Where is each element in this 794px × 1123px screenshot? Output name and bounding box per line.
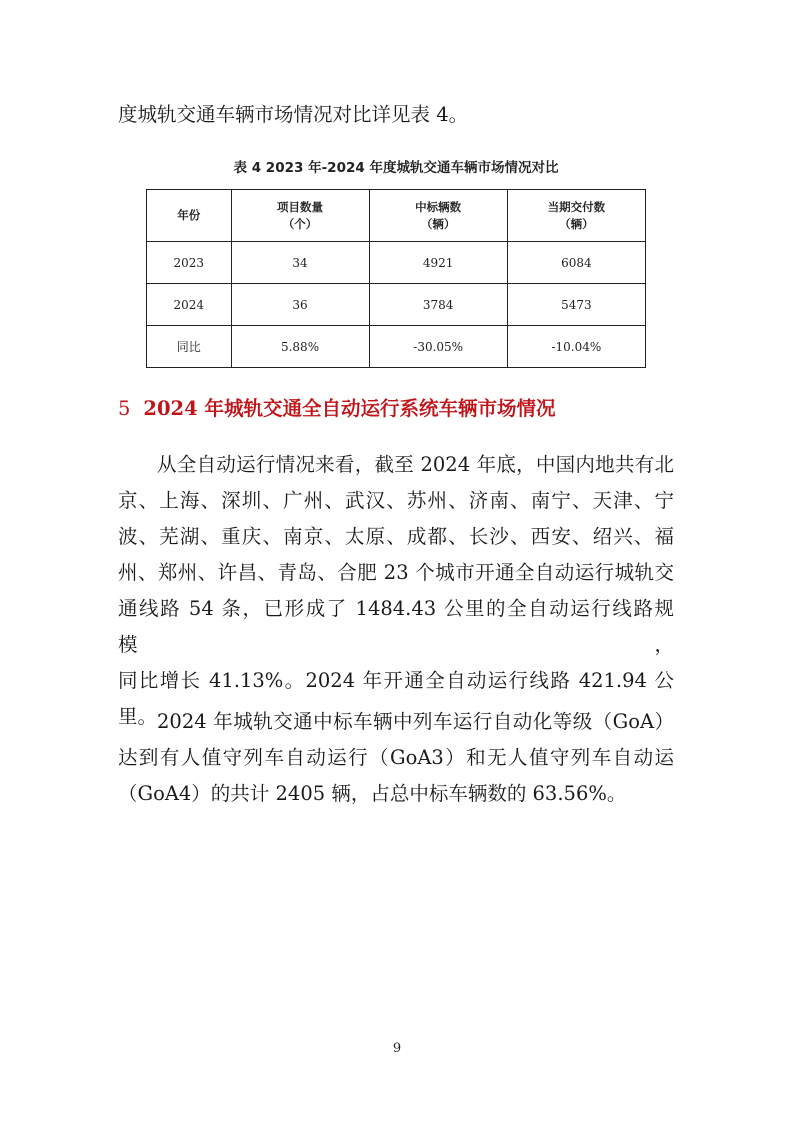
header-year: 年份 <box>147 190 232 242</box>
header-delivered-vehicles: 当期交付数 （辆） <box>507 190 645 242</box>
paragraph-goa-levels <box>118 704 674 812</box>
table-cell: 2023 <box>147 242 232 284</box>
paragraph-line: 京、上海、深圳、广州、武汉、苏州、济南、南宁、天津、宁 <box>118 489 674 512</box>
paragraph-automation-overview <box>118 447 674 735</box>
paragraph-line: 达到有人值守列车自动运行（GoA3）和无人值守列车自动运 <box>118 746 674 769</box>
table-cell: 4921 <box>369 242 507 284</box>
paragraph-line: 同比增长 41.13%。2024 年开通全自动运行线路 421.94 公里。 <box>118 669 674 728</box>
section-number: 5 <box>118 397 131 420</box>
paragraph-line: （GoA4）的共计 2405 辆，占总中标车辆数的 63.56%。 <box>118 782 627 805</box>
table-header-row <box>147 190 646 242</box>
header-awarded-vehicles: 中标辆数 （辆） <box>369 190 507 242</box>
table-cell: 2024 <box>147 284 232 326</box>
table-cell: 6084 <box>507 242 645 284</box>
table-cell: 同比 <box>147 326 232 368</box>
table-cell: 5.88% <box>231 326 369 368</box>
paragraph-line: 从全自动运行情况来看，截至 2024 年底，中国内地共有北 <box>157 453 674 476</box>
paragraph-line: 2024 年城轨交通中标车辆中列车运行自动化等级（GoA） <box>157 710 674 733</box>
lead-line: 度城轨交通车辆市场情况对比详见表 4。 <box>118 103 469 126</box>
section-title: 2024 年城轨交通全自动运行系统车辆市场情况 <box>143 397 556 420</box>
table-cell: 36 <box>231 284 369 326</box>
table-caption: 表 4 2023 年-2024 年度城轨交通车辆市场情况对比 <box>233 160 559 176</box>
paragraph-line: 州、郑州、许昌、青岛、合肥 23 个城市开通全自动运行城轨交 <box>118 561 674 584</box>
table-row <box>147 242 646 284</box>
market-comparison-table <box>146 189 646 368</box>
table-row <box>147 284 646 326</box>
table-cell: 34 <box>231 242 369 284</box>
header-project-count: 项目数量 （个） <box>231 190 369 242</box>
section-heading <box>118 393 555 421</box>
paragraph-line: 通线路 54 条，已形成了 1484.43 公里的全自动运行线路规模， <box>118 597 674 656</box>
page-number: 9 <box>392 1041 402 1056</box>
table-cell: 5473 <box>507 284 645 326</box>
table-cell: -10.04% <box>507 326 645 368</box>
table-row <box>147 326 646 368</box>
table-cell: 3784 <box>369 284 507 326</box>
paragraph-line: 波、芜湖、重庆、南京、太原、成都、长沙、西安、绍兴、福 <box>118 525 674 548</box>
table-cell: -30.05% <box>369 326 507 368</box>
